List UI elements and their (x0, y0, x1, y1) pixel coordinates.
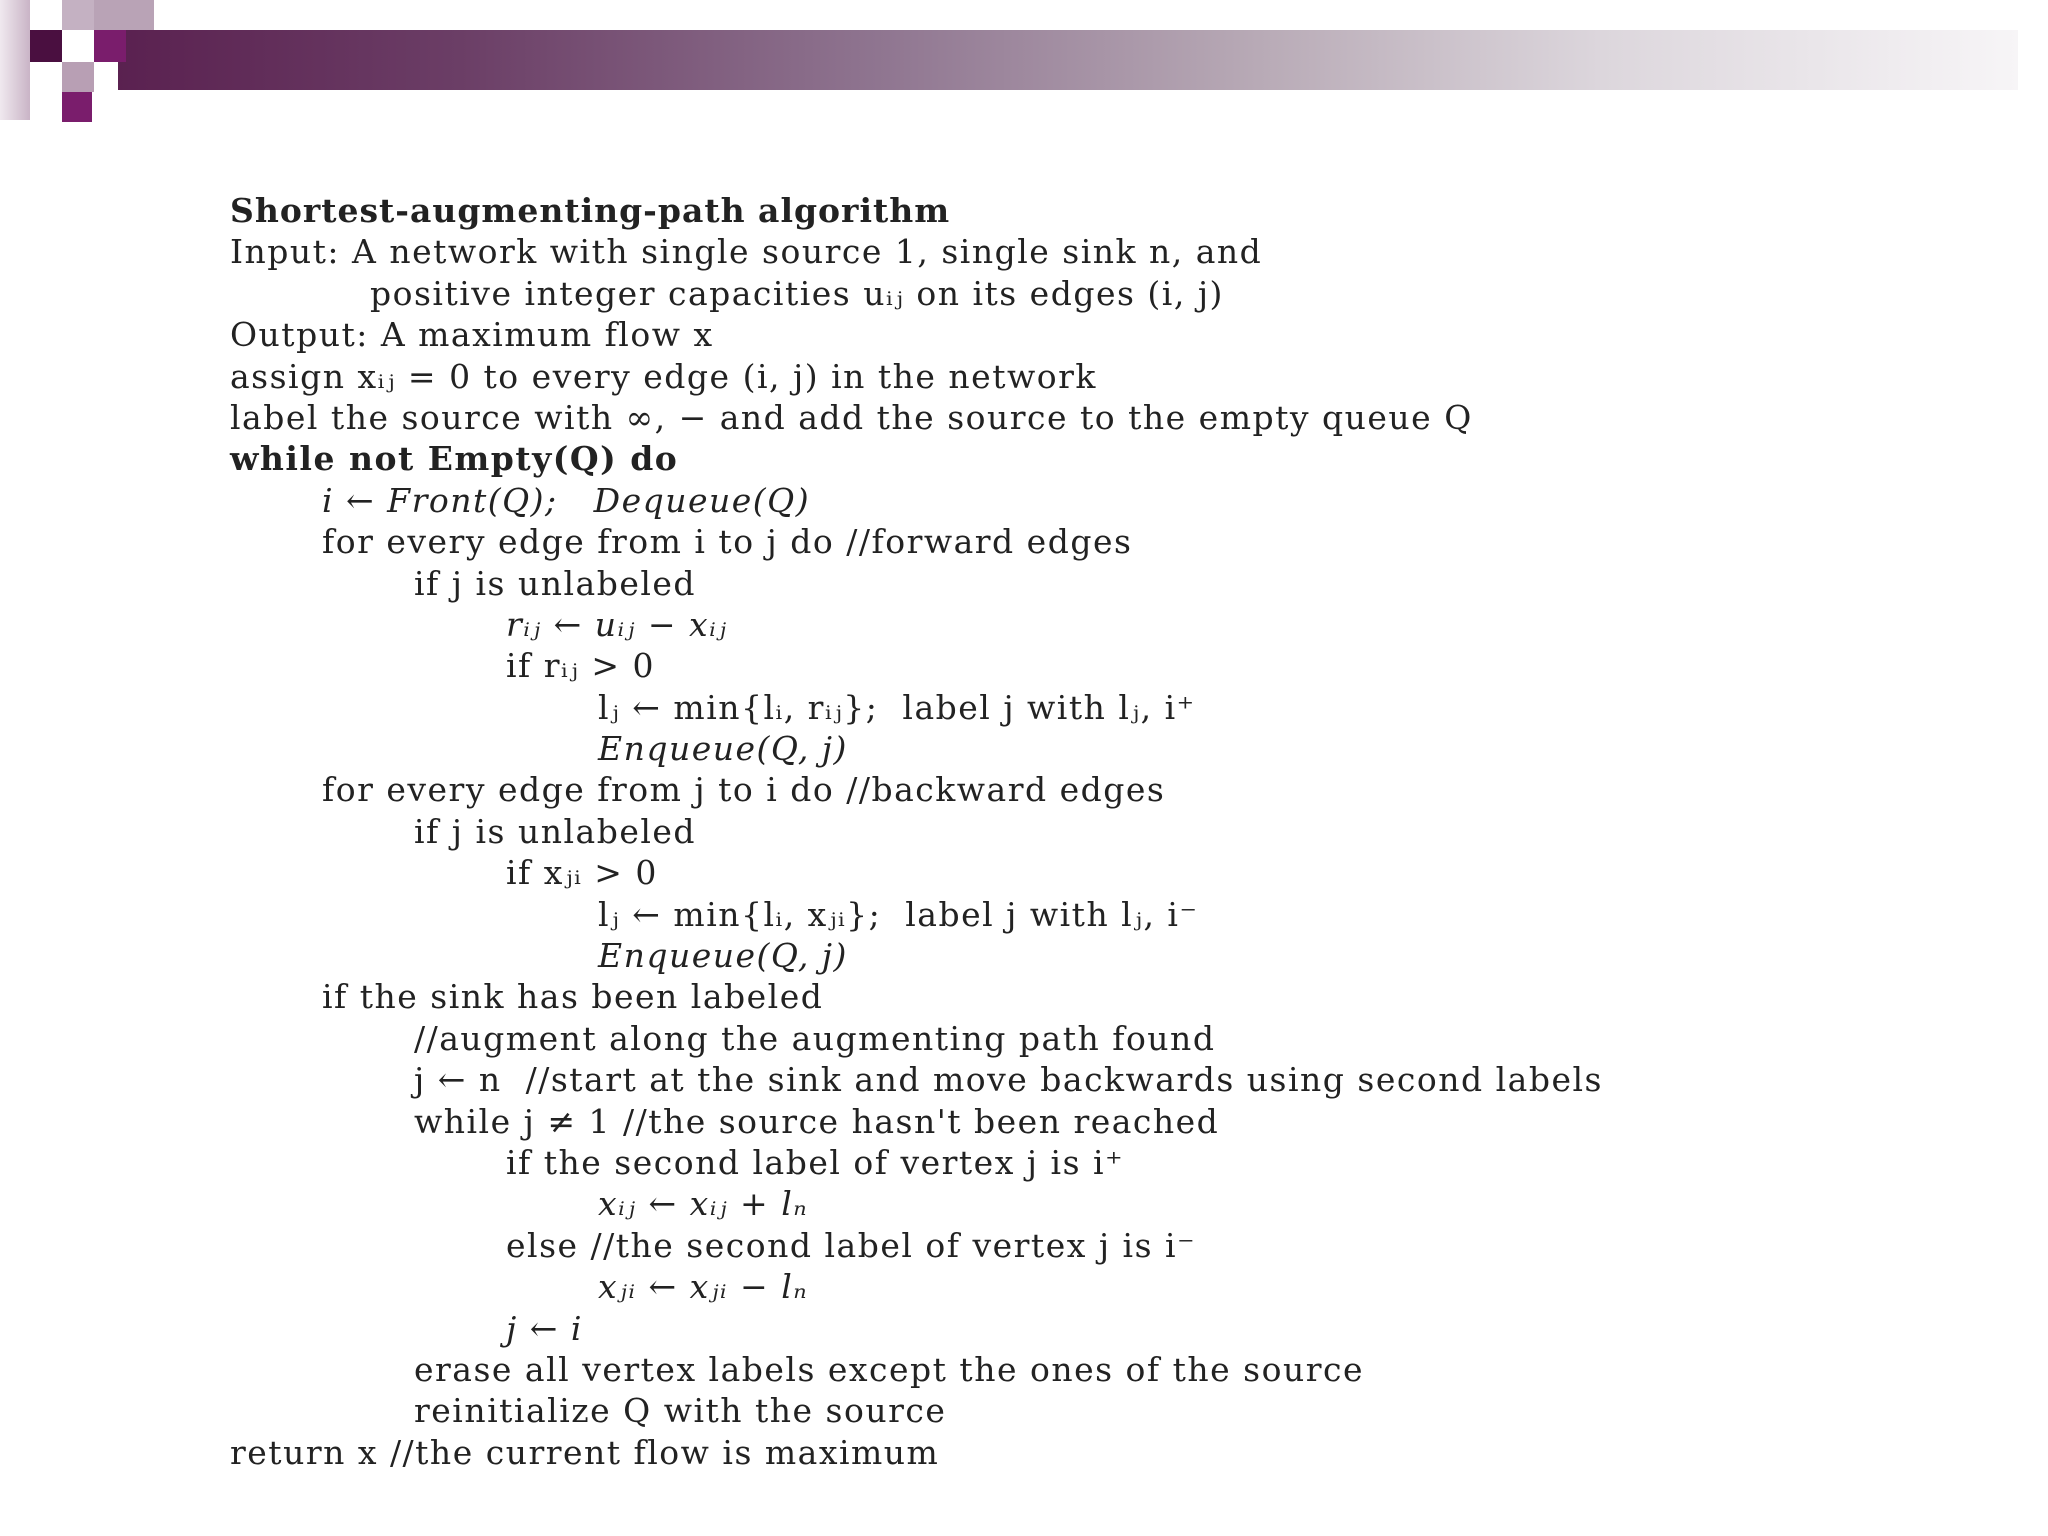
code-line: //augment along the augmenting path found (414, 1018, 1216, 1058)
code-line: rᵢⱼ ← uᵢⱼ − xᵢⱼ (506, 604, 728, 644)
code-line: j ← i (506, 1308, 583, 1348)
code-line: Enqueue(Q, j) (598, 729, 848, 769)
code-line: else //the second label of vertex j is i⁻ (506, 1225, 1196, 1265)
decorative-square (30, 30, 62, 62)
code-line: Input: A network with single source 1, single sink n, and (230, 232, 1263, 272)
code-line: j ← n //start at the sink and move backwards using second labels (414, 1060, 1603, 1100)
decorative-square (94, 30, 126, 62)
code-line: if j is unlabeled (414, 563, 697, 603)
code-line: xᵢⱼ ← xᵢⱼ + lₙ (598, 1184, 809, 1224)
title-banner-bar (118, 30, 2018, 90)
decorative-square (62, 0, 94, 30)
code-line: lⱼ ← min{lᵢ, rᵢⱼ}; label j with lⱼ, i⁺ (598, 687, 1196, 727)
code-line: erase all vertex labels except the ones of the source (414, 1349, 1364, 1389)
code-line: for every edge from i to j do //forward edges (322, 522, 1133, 562)
code-line: assign xᵢⱼ = 0 to every edge (i, j) in the network (230, 356, 1097, 396)
code-line: lⱼ ← min{lᵢ, xⱼᵢ}; label j with lⱼ, i⁻ (598, 894, 1199, 934)
code-line: if xⱼᵢ > 0 (506, 853, 658, 893)
decorative-square (62, 92, 92, 122)
code-line: if the second label of vertex j is i⁺ (506, 1142, 1124, 1182)
code-line: if the sink has been labeled (322, 977, 824, 1017)
decorative-square (30, 62, 62, 92)
code-line: while not Empty(Q) do (230, 439, 679, 479)
code-line: Output: A maximum flow x (230, 315, 714, 355)
code-line: xⱼᵢ ← xⱼᵢ − lₙ (598, 1267, 809, 1307)
algorithm-title: Shortest-augmenting-path algorithm (230, 191, 951, 230)
decorative-square (94, 0, 154, 30)
code-line: if rᵢⱼ > 0 (506, 646, 656, 686)
code-line: reinitialize Q with the source (414, 1391, 947, 1431)
code-line: for every edge from j to i do //backward edges (322, 770, 1166, 810)
algorithm-pseudocode (230, 190, 1603, 1473)
decorative-square (0, 0, 30, 120)
code-line: while j ≠ 1 //the source hasn't been reached (414, 1101, 1220, 1141)
code-line: Enqueue(Q, j) (598, 936, 848, 976)
code-line: if j is unlabeled (414, 811, 697, 851)
code-line: return x //the current flow is maximum (230, 1432, 940, 1472)
code-line: i ← Front(Q); Dequeue(Q) (322, 480, 811, 520)
code-line: label the source with ∞, − and add the source to the empty queue Q (230, 397, 1473, 437)
decorative-square (62, 62, 94, 92)
code-line: positive integer capacities uᵢⱼ on its edges (i, j) (370, 273, 1224, 313)
